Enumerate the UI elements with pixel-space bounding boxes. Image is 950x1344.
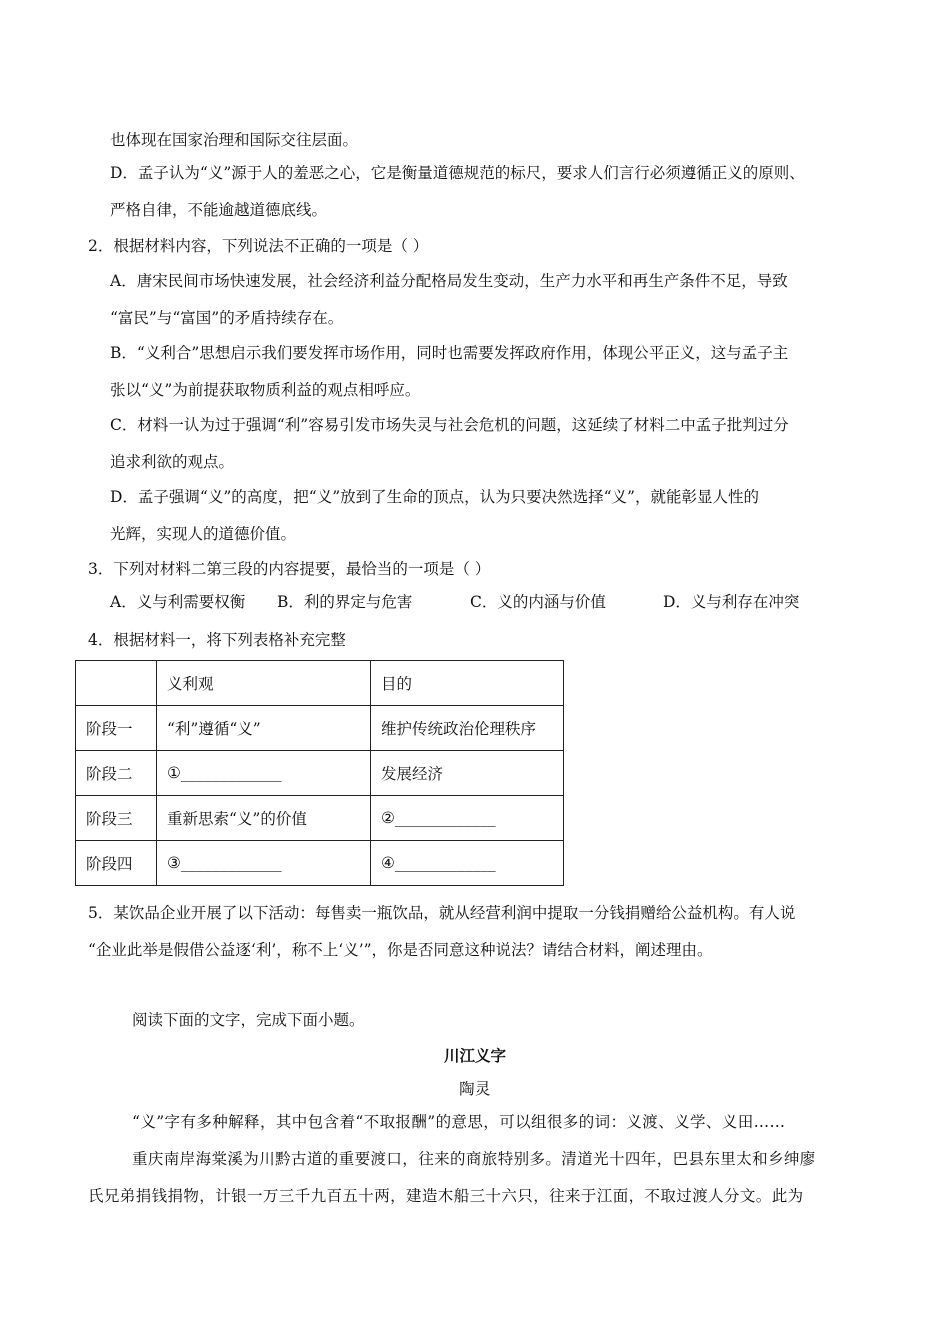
q3-stem: 3．下列对材料二第三段的内容提要，最恰当的一项是（ ） [88, 560, 491, 578]
fill-in-table [75, 660, 564, 886]
table-cell: 阶段二 [76, 751, 157, 796]
q3-option-d: D．义与利存在冲突 [663, 593, 800, 611]
article-paragraph-2-line1: 重庆南岸海棠溪为川黔古道的重要渡口，往来的商旅特别多。清道光十四年，巴县东里太和乡绅廖 [132, 1150, 816, 1168]
q2-option-c-line2: 追求利欲的观点。 [110, 453, 235, 471]
table-cell: 阶段一 [76, 706, 157, 751]
table-row [76, 751, 564, 796]
table-cell: 阶段三 [76, 796, 157, 841]
table-row [76, 706, 564, 751]
table-blank-cell: ②_____________ [371, 796, 564, 841]
table-header-cell: 义利观 [157, 661, 371, 706]
q3-option-b: B．利的界定与危害 [277, 593, 413, 611]
table-header-row [76, 661, 564, 706]
q4-stem: 4．根据材料一，将下列表格补充完整 [88, 631, 346, 649]
table-cell: 发展经济 [371, 751, 564, 796]
table-blank-cell: ①_____________ [157, 751, 371, 796]
article-paragraph-1: “义”字有多种解释，其中包含着“不取报酬”的意思，可以组很多的词：义渡、义学、义田…… [132, 1113, 786, 1131]
table-blank-cell: ③_____________ [157, 841, 371, 886]
article-title: 川江义字 [443, 1046, 506, 1065]
table-cell: 维护传统政治伦理秩序 [371, 706, 564, 751]
table-cell: “利”遵循“义” [157, 706, 371, 751]
table-cell: 重新思索“义”的价值 [157, 796, 371, 841]
q3-option-a: A．义与利需要权衡 [110, 593, 246, 611]
q1-option-d-line2: 严格自律，不能逾越道德底线。 [110, 201, 328, 219]
q2-option-a-line1: A．唐宋民间市场快速发展，社会经济利益分配格局发生变动，生产力水平和再生产条件不足，导致 [110, 272, 788, 290]
q2-option-c-line1: C．材料一认为过于强调“利”容易引发市场失灵与社会危机的问题，这延续了材料二中孟子批判过分 [110, 416, 789, 434]
table-row [76, 841, 564, 886]
article-author: 陶灵 [459, 1080, 491, 1098]
q2-option-d-line2: 光辉，实现人的道德价值。 [110, 525, 297, 543]
q1-option-d-line1: D．孟子认为“义”源于人的羞恶之心，它是衡量道德规范的标尺，要求人们言行必须遵循正义的原则、 [110, 164, 805, 182]
reading-intro: 阅读下面的文字，完成下面小题。 [132, 1011, 365, 1029]
table-header-cell: 目的 [371, 661, 564, 706]
q2-stem: 2．根据材料内容，下列说法不正确的一项是（ ） [88, 237, 429, 255]
q2-option-b-line1: B．“义利合”思想启示我们要发挥市场作用，同时也需要发挥政府作用，体现公平正义，这与孟子主 [110, 344, 789, 362]
table-blank-cell: ④_____________ [371, 841, 564, 886]
table-cell: 阶段四 [76, 841, 157, 886]
table-header-cell [76, 661, 157, 706]
q2-option-b-line2: 张以“义”为前提获取物质利益的观点相呼应。 [110, 381, 421, 399]
table-row [76, 796, 564, 841]
q2-option-a-line2: “富民”与“富国”的矛盾持续存在。 [110, 309, 344, 327]
q3-option-c: C．义的内涵与价值 [470, 593, 606, 611]
article-paragraph-2-line2: 氏兄弟捐钱捐物，计银一万三千九百五十两，建造木船三十六只，往来于江面，不取过渡人分文。此为 [88, 1187, 804, 1205]
q5-line1: 5．某饮品企业开展了以下活动：每售卖一瓶饮品，就从经营利润中提取一分钱捐赠给公益机构。有人说 [88, 904, 796, 922]
q1-tail-text: 也体现在国家治理和国际交往层面。 [110, 131, 359, 149]
q5-line2: “企业此举是假借公益逐‘利’，称不上‘义’”，你是否同意这种说法？请结合材料，阐述理由。 [88, 941, 713, 959]
q2-option-d-line1: D．孟子强调“义”的高度，把“义”放到了生命的顶点，认为只要决然选择“义”，就能彰显人性的 [110, 488, 759, 506]
